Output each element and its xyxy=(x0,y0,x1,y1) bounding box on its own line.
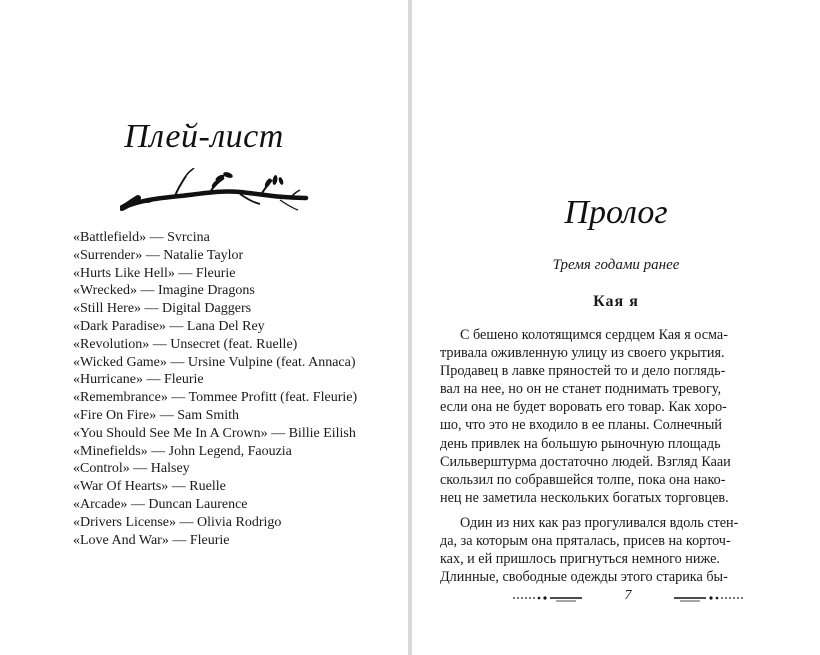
text-line: день привлек на большую рыночную площадь xyxy=(440,435,721,452)
track-item: «Fire On Fire» — Sam Smith xyxy=(73,407,240,423)
paragraph-gap xyxy=(440,507,790,514)
playlist-title: Плей-лист xyxy=(124,118,284,155)
track-item: «Minefields» — John Legend, Faouzia xyxy=(73,443,292,459)
text-line: Продавец в лавке пряностей то и дело поглядь- xyxy=(440,363,726,380)
playlist-tracks xyxy=(73,229,393,549)
track-item: «Revolution» — Unsecret (feat. Ruelle) xyxy=(73,336,298,352)
text-line: Сильверштурма достаточно людей. Взгляд Кааи xyxy=(440,453,731,470)
track-item: «Dark Paradise» — Lana Del Rey xyxy=(73,318,265,334)
track-item: «You Should See Me In A Crown» — Billie Eilish xyxy=(73,425,356,441)
track-item: «Battlefield» — Svrcina xyxy=(73,230,210,245)
character-heading: Кая я xyxy=(593,293,639,310)
text-line: шо, что это не входило в ее планы. Солнечный xyxy=(440,417,722,434)
chapter-title: Пролог xyxy=(564,194,668,231)
text-line: если она не будет воровать его товар. Как хоро- xyxy=(440,399,727,416)
track-item: «Wicked Game» — Ursine Vulpine (feat. Annaca) xyxy=(73,354,356,370)
track-item: «War Of Hearts» — Ruelle xyxy=(73,479,226,495)
text-line: да, за которым она пряталась, присев на корточ- xyxy=(440,533,731,550)
text-line: С бешено колотящимся сердцем Кая я осма- xyxy=(460,327,728,343)
text-line: Длинные, свободные одежды этого старика бы- xyxy=(440,569,728,586)
track-item: «Surrender» — Natalie Taylor xyxy=(73,247,244,263)
track-item: «Wrecked» — Imagine Dragons xyxy=(73,283,255,299)
text-line: Один из них как раз прогуливался вдоль стен- xyxy=(460,514,739,531)
track-item: «Remembrance» — Tommee Profitt (feat. Fleurie) xyxy=(73,390,358,406)
track-item: «Hurts Like Hell» — Fleurie xyxy=(73,265,236,281)
text-line: ках, и ей пришлось пригнуться немного ниже. xyxy=(440,551,720,568)
branch-ornament-icon xyxy=(120,168,310,218)
text-line: скользил по собравшейся толпе, пока она нако- xyxy=(440,471,726,488)
track-item: «Hurricane» — Fleurie xyxy=(73,372,204,388)
page-number: 7 xyxy=(624,588,632,603)
text-line: вал на нее, но он не станет поднимать тревогу, xyxy=(440,381,721,398)
chapter-subtitle: Тремя годами ранее xyxy=(552,257,680,273)
text-line: тривала оживленную улицу из своего укрытия. xyxy=(440,345,725,362)
track-item: «Drivers License» — Olivia Rodrigo xyxy=(73,514,282,530)
track-item: «Arcade» — Duncan Laurence xyxy=(73,496,248,512)
right-page xyxy=(412,0,820,655)
body-text xyxy=(440,326,790,586)
track-item: «Love And War» — Fleurie xyxy=(73,532,230,548)
track-item: «Still Here» — Digital Daggers xyxy=(73,301,252,317)
left-page xyxy=(0,0,408,655)
track-item: «Control» — Halsey xyxy=(73,461,190,477)
page-footer xyxy=(500,587,756,609)
text-line: нец не заметила нескольких богатых торговцев. xyxy=(440,489,729,506)
